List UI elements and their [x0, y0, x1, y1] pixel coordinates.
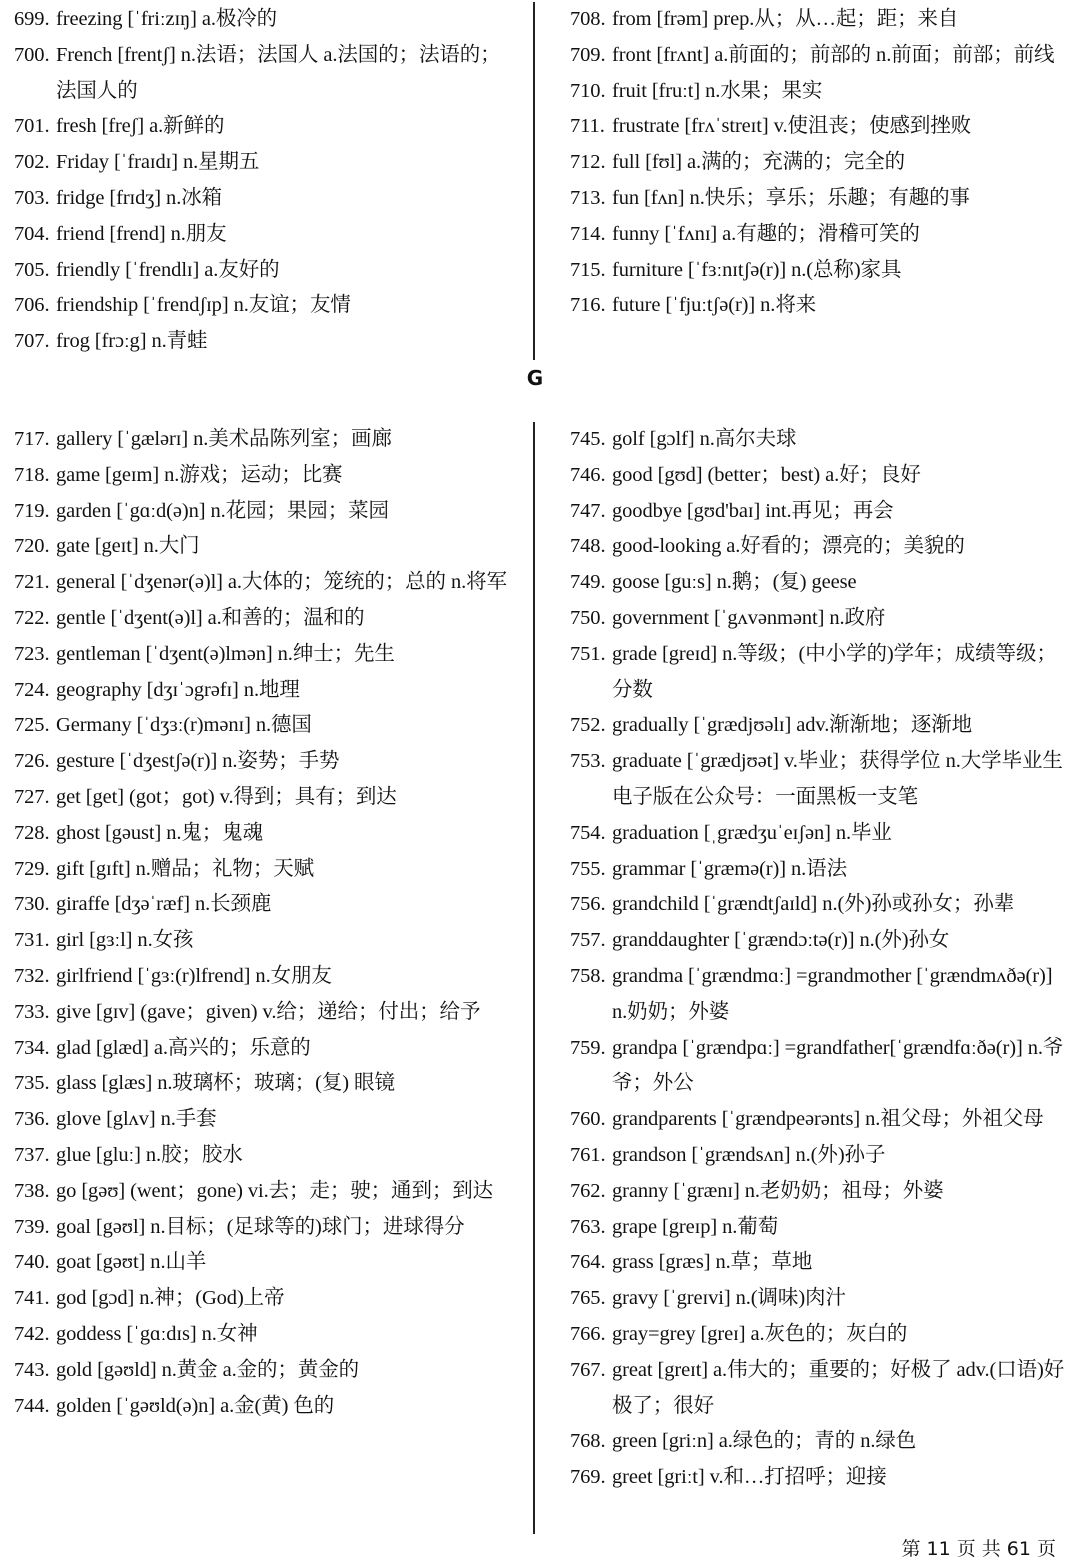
vocab-entry [14, 708, 514, 744]
vocab-entry [14, 959, 514, 995]
vocab-entry [570, 1353, 1065, 1425]
vocab-entry [570, 288, 1065, 324]
entry-text: giraffe [dʒəˈræf] n.长颈鹿 [56, 893, 272, 916]
vocab-entry [570, 565, 1065, 601]
vocab-entry [570, 458, 1065, 494]
entry-number: 763. [570, 1215, 606, 1238]
vocab-entry [570, 422, 1065, 458]
vocab-entry [570, 109, 1065, 145]
entry-number: 711. [570, 115, 605, 138]
vocab-entry [14, 253, 514, 289]
entry-text: golf [gɔlf] n.高尔夫球 [612, 428, 797, 450]
vocab-entry [14, 1031, 514, 1067]
entry-text: grandma [ˈgrændmɑː] =grandmother [ˈgrændmʌðə(r)] n.奶奶；外婆 [612, 964, 1053, 1023]
entry-text: green [griːn] a.绿色的；青的 n.绿色 [612, 1430, 917, 1453]
entry-number: 718. [14, 463, 50, 486]
entry-number: 761. [570, 1143, 606, 1166]
entry-text: graduate [ˈgrædjʊət] v.毕业；获得学位 n.大学毕业生 电子版在公众号：一面黑板一支笔 [612, 750, 1063, 808]
entry-text: goal [gəʊl] n.目标；(足球等的)球门；进球得分 [56, 1215, 465, 1238]
vocab-entry [570, 74, 1065, 110]
vocab-entry [570, 708, 1065, 744]
left-column [14, 2, 514, 360]
entry-text: girl [gɜːl] n.女孩 [56, 929, 194, 952]
left-column [14, 422, 514, 1424]
entry-number: 752. [570, 714, 606, 737]
entry-number: 720. [14, 535, 50, 558]
entry-number: 737. [14, 1143, 50, 1166]
entry-number: 734. [14, 1036, 50, 1059]
entry-text: gift [gɪft] n.赠品；礼物；天赋 [56, 857, 315, 880]
entry-number: 731. [14, 929, 50, 952]
entry-text: gesture [ˈdʒestʃə(r)] n.姿势；手势 [56, 750, 340, 773]
vocab-entry [570, 1138, 1065, 1174]
vocab-entry [570, 852, 1065, 888]
entry-number: 759. [570, 1036, 606, 1059]
entry-text: game [geɪm] n.游戏；运动；比赛 [56, 463, 343, 486]
vocab-entry [14, 1066, 514, 1102]
entry-number: 764. [570, 1251, 606, 1274]
entry-number: 754. [570, 821, 606, 844]
vocab-entry [14, 744, 514, 780]
entry-number: 747. [570, 499, 606, 522]
entry-number: 751. [570, 642, 606, 665]
page-footer: 第 11 页 共 61 页 [901, 1538, 1056, 1560]
entry-text: grandson [ˈgrændsʌn] n.(外)孙子 [612, 1143, 886, 1166]
entry-text: grade [greɪd] n.等级；(中小学的)学年；成绩等级；分数 [612, 642, 1057, 701]
entry-text: gold [gəʊld] n.黄金 a.金的；黄金的 [56, 1358, 360, 1381]
right-column [570, 2, 1065, 324]
vocab-entry [570, 181, 1065, 217]
vocab-entry [570, 529, 1065, 565]
vocab-entry [14, 1138, 514, 1174]
right-column [570, 422, 1065, 1496]
entry-text: granny [ˈgrænɪ] n.老奶奶；祖母；外婆 [612, 1179, 944, 1202]
entry-text: grandparents [ˈgrændpeərənts] n.祖父母；外祖父母 [612, 1108, 1044, 1131]
vocab-entry [570, 253, 1065, 289]
entry-text: French [frentʃ] n.法语；法国人 a.法国的；法语的；法国人的 [56, 43, 501, 102]
entry-number: 768. [570, 1430, 606, 1453]
entry-text: front [frʌnt] a.前面的；前部的 n.前面；前部；前线 [612, 43, 1055, 66]
entry-number: 725. [14, 714, 50, 737]
entry-text: Germany [ˈdʒɜː(r)mənɪ] n.德国 [56, 714, 312, 737]
entry-text: gradually [ˈgrædjʊəlɪ] adv.渐渐地；逐渐地 [612, 714, 973, 737]
vocab-entry [14, 887, 514, 923]
entry-number: 727. [14, 785, 50, 808]
entry-number: 714. [570, 222, 606, 245]
entry-number: 735. [14, 1072, 50, 1095]
entry-number: 721. [14, 571, 50, 594]
vocab-entry [570, 637, 1065, 709]
entry-text: grandchild [ˈgrændtʃaɪld] n.(外)孙或孙女；孙辈 [612, 893, 1015, 916]
entry-number: 766. [570, 1322, 606, 1345]
vocab-entry [570, 145, 1065, 181]
entry-text: graduation [ˌgrædʒuˈeɪʃən] n.毕业 [612, 821, 892, 844]
entry-text: general [ˈdʒenər(ə)l] a.大体的；笼统的；总的 n.将军 [56, 571, 507, 594]
vocab-entry [14, 852, 514, 888]
vocab-entry [14, 494, 514, 530]
entry-text: goose [guːs] n.鹅；(复) geese [612, 571, 857, 594]
vocab-entry [14, 458, 514, 494]
entry-text: fresh [freʃ] a.新鲜的 [56, 115, 225, 138]
letter-heading: G [526, 366, 544, 390]
entry-number: 740. [14, 1251, 50, 1274]
vocab-entry [14, 1102, 514, 1138]
entry-number: 743. [14, 1358, 50, 1381]
entry-number: 717. [14, 428, 50, 450]
entry-number: 755. [570, 857, 606, 880]
entry-number: 706. [14, 294, 50, 317]
entry-text: friend [frend] n.朋友 [56, 222, 227, 245]
vocab-entry [570, 494, 1065, 530]
entry-text: give [gɪv] (gave；given) v.给；递给；付出；给予 [56, 1000, 481, 1023]
entry-number: 701. [14, 115, 50, 138]
entry-number: 748. [570, 535, 606, 558]
vocab-entry [570, 1174, 1065, 1210]
vocab-entry [14, 145, 514, 181]
entry-number: 726. [14, 750, 50, 773]
entry-number: 745. [570, 428, 606, 450]
entry-number: 736. [14, 1108, 50, 1131]
entry-text: glass [glæs] n.玻璃杯；玻璃；(复) 眼镜 [56, 1072, 395, 1095]
vocab-entry [14, 288, 514, 324]
entry-text: gentleman [ˈdʒent(ə)lmən] n.绅士；先生 [56, 642, 395, 665]
vocab-entry [14, 109, 514, 145]
entry-text: frustrate [frʌˈstreɪt] v.使沮丧；使感到挫败 [612, 115, 972, 138]
vocab-entry [14, 673, 514, 709]
entry-text: god [gɔd] n.神；(God)上帝 [56, 1287, 285, 1310]
vocab-entry [14, 780, 514, 816]
entry-number: 765. [570, 1287, 606, 1310]
entry-text: gate [geɪt] n.大门 [56, 535, 200, 558]
entry-number: 732. [14, 964, 50, 987]
entry-number: 716. [570, 294, 606, 317]
vocab-entry [14, 422, 514, 458]
entry-number: 756. [570, 893, 606, 916]
entry-text: grammar [ˈgræmə(r)] n.语法 [612, 857, 847, 880]
entry-number: 707. [14, 330, 50, 353]
entry-text: good-looking a.好看的；漂亮的；美貌的 [612, 535, 965, 558]
entry-number: 741. [14, 1287, 50, 1310]
vocab-entry [570, 2, 1065, 38]
vocab-entry [570, 816, 1065, 852]
vocab-entry [570, 923, 1065, 959]
vocab-entry [14, 2, 514, 38]
vocab-entry [14, 217, 514, 253]
entry-number: 728. [14, 821, 50, 844]
entry-text: gray=grey [greɪ] a.灰色的；灰白的 [612, 1322, 908, 1345]
entry-text: get [get] (got；got) v.得到；具有；到达 [56, 785, 397, 808]
entry-text: good [gʊd] (better；best) a.好；良好 [612, 463, 921, 486]
vocab-entry [14, 1317, 514, 1353]
entry-text: fun [fʌn] n.快乐；享乐；乐趣；有趣的事 [612, 186, 970, 209]
entry-text: full [fʊl] a.满的；充满的；完全的 [612, 151, 906, 174]
vocab-entry [570, 1460, 1065, 1496]
entry-number: 702. [14, 151, 50, 174]
entry-text: ghost [gəust] n.鬼；鬼魂 [56, 821, 263, 844]
entry-number: 758. [570, 964, 606, 987]
entry-number: 760. [570, 1108, 606, 1131]
entry-text: glove [glʌv] n.手套 [56, 1108, 217, 1131]
vocab-entry [570, 1031, 1065, 1103]
entry-text: glue [gluː] n.胶；胶水 [56, 1143, 243, 1166]
entry-number: 710. [570, 79, 606, 102]
vocab-entry [570, 38, 1065, 74]
entry-text: from [frəm] prep.从；从…起；距；来自 [612, 8, 959, 30]
entry-text: great [greɪt] a.伟大的；重要的；好极了 adv.(口语)好极了；很好 [612, 1358, 1065, 1417]
entry-number: 708. [570, 8, 606, 30]
vocab-entry [14, 324, 514, 360]
entry-number: 742. [14, 1322, 50, 1345]
entry-number: 753. [570, 750, 606, 773]
vocab-entry [570, 601, 1065, 637]
entry-number: 762. [570, 1179, 606, 1202]
vocab-entry [570, 744, 1065, 816]
section-g-words [0, 422, 1080, 1542]
entry-text: furniture [ˈfɜːnɪtʃə(r)] n.(总称)家具 [612, 258, 902, 281]
entry-text: glad [glæd] a.高兴的；乐意的 [56, 1036, 311, 1059]
entry-number: 712. [570, 151, 606, 174]
entry-text: go [gəʊ] (went；gone) vi.去；走；驶；通到；到达 [56, 1179, 494, 1202]
entry-text: girlfriend [ˈgɜː(r)lfrend] n.女朋友 [56, 964, 332, 987]
vocab-entry [14, 601, 514, 637]
entry-text: grape [greɪp] n.葡萄 [612, 1215, 779, 1238]
entry-number: 709. [570, 43, 606, 66]
entry-text: garden [ˈgɑːd(ə)n] n.花园；果园；菜园 [56, 499, 389, 522]
entry-text: goodbye [gʊd'baɪ] int.再见；再会 [612, 499, 894, 522]
vocab-entry [14, 816, 514, 852]
entry-text: frog [frɔːg] n.青蛙 [56, 330, 208, 353]
entry-number: 757. [570, 929, 606, 952]
entry-text: goat [gəʊt] n.山羊 [56, 1251, 207, 1274]
vocab-entry [570, 1281, 1065, 1317]
vocab-entry [570, 217, 1065, 253]
entry-text: funny [ˈfʌnɪ] a.有趣的；滑稽可笑的 [612, 222, 920, 245]
entry-number: 705. [14, 258, 50, 281]
entry-number: 715. [570, 258, 606, 281]
vocab-entry [570, 887, 1065, 923]
entry-number: 733. [14, 1000, 50, 1023]
entry-text: gentle [ˈdʒent(ə)l] a.和善的；温和的 [56, 606, 365, 629]
entry-text: friendly [ˈfrendlɪ] a.友好的 [56, 258, 280, 281]
entry-text: grass [græs] n.草；草地 [612, 1251, 813, 1274]
vocab-entry [570, 1245, 1065, 1281]
vocab-entry [570, 1102, 1065, 1138]
entry-text: grandpa [ˈgrændpɑː] =grandfather[ˈgrændfɑːðə(r)] n.爷爷；外公 [612, 1036, 1064, 1095]
entry-number: 739. [14, 1215, 50, 1238]
entry-number: 722. [14, 606, 50, 629]
entry-number: 744. [14, 1394, 50, 1417]
entry-number: 699. [14, 8, 50, 30]
entry-text: freezing [ˈfriːzɪŋ] a.极冷的 [56, 8, 278, 30]
entry-text: goddess [ˈgɑːdɪs] n.女神 [56, 1322, 258, 1345]
entry-text: gravy [ˈgreɪvi] n.(调味)肉汁 [612, 1287, 846, 1310]
entry-text: friendship [ˈfrendʃɪp] n.友谊；友情 [56, 294, 351, 317]
entry-number: 703. [14, 186, 50, 209]
vocab-entry [14, 1281, 514, 1317]
vocab-entry [570, 1424, 1065, 1460]
vocab-entry [14, 565, 514, 601]
entry-text: geography [dʒɪˈɔgrəfɪ] n.地理 [56, 678, 300, 701]
entry-text: golden [ˈgəʊld(ə)n] a.金(黄) 色的 [56, 1394, 335, 1417]
vocab-entry [14, 181, 514, 217]
entry-number: 729. [14, 857, 50, 880]
entry-number: 769. [570, 1466, 606, 1489]
entry-text: fruit [fruːt] n.水果；果实 [612, 79, 823, 102]
entry-number: 723. [14, 642, 50, 665]
entry-text: fridge [frɪdʒ] n.冰箱 [56, 186, 223, 209]
section-f-words [0, 2, 1080, 360]
vocab-entry [14, 637, 514, 673]
entry-number: 749. [570, 571, 606, 594]
vocab-entry [14, 38, 514, 110]
entry-number: 700. [14, 43, 50, 66]
vocab-entry [570, 1210, 1065, 1246]
vocab-entry [14, 1174, 514, 1210]
entry-text: gallery [ˈgælərɪ] n.美术品陈列室；画廊 [56, 428, 392, 450]
entry-number: 767. [570, 1358, 606, 1381]
entry-number: 704. [14, 222, 50, 245]
entry-text: government [ˈgʌvənmənt] n.政府 [612, 606, 886, 629]
vocab-entry [14, 1210, 514, 1246]
entry-number: 730. [14, 893, 50, 916]
entry-number: 738. [14, 1179, 50, 1202]
entry-text: Friday [ˈfraɪdɪ] n.星期五 [56, 151, 260, 174]
entry-number: 746. [570, 463, 606, 486]
entry-text: future [ˈfjuːtʃə(r)] n.将来 [612, 294, 817, 317]
entry-number: 713. [570, 186, 606, 209]
vocab-entry [14, 1245, 514, 1281]
column-divider [533, 2, 535, 360]
vocab-entry [14, 995, 514, 1031]
entry-text: granddaughter [ˈgrændɔːtə(r)] n.(外)孙女 [612, 929, 950, 952]
vocab-entry [570, 959, 1065, 1031]
entry-number: 750. [570, 606, 606, 629]
vocab-entry [570, 1317, 1065, 1353]
entry-number: 724. [14, 678, 50, 701]
column-divider [533, 422, 535, 1534]
entry-number: 719. [14, 499, 50, 522]
vocab-entry [14, 1353, 514, 1389]
vocab-entry [14, 529, 514, 565]
vocab-entry [14, 923, 514, 959]
entry-text: greet [griːt] v.和…打招呼；迎接 [612, 1466, 887, 1489]
vocab-entry [14, 1389, 514, 1425]
